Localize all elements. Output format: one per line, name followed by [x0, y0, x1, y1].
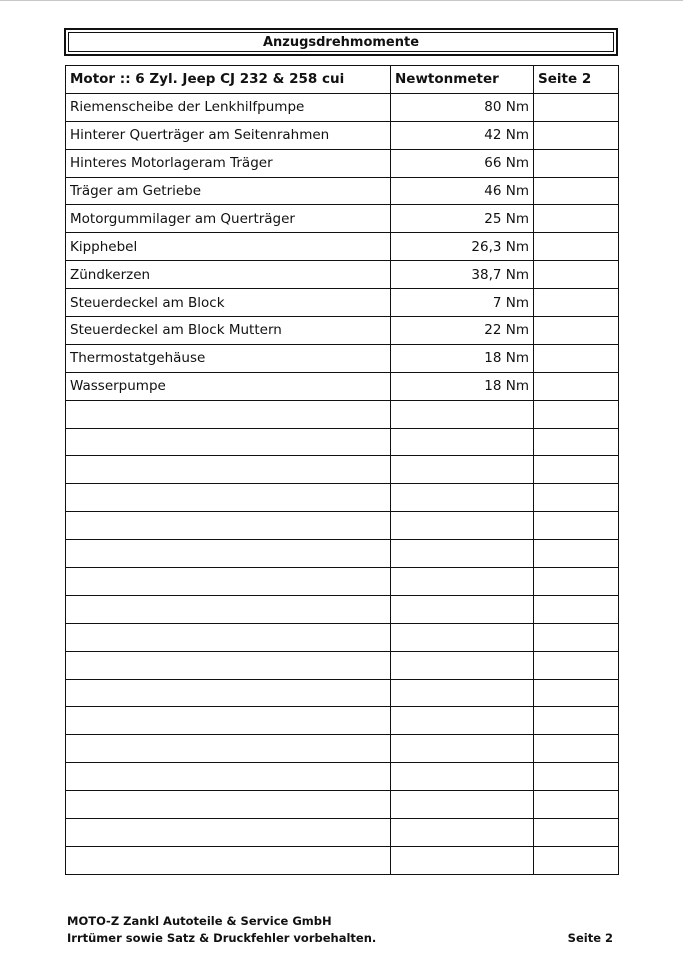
part-cell: Thermostatgehäuse — [66, 344, 391, 372]
table-row — [66, 289, 619, 317]
part-cell — [66, 735, 391, 763]
part-cell: Motorgummilager am Querträger — [66, 205, 391, 233]
table-row — [66, 428, 619, 456]
table-row — [66, 512, 619, 540]
table-row — [66, 484, 619, 512]
note-cell — [534, 819, 619, 847]
table-row — [66, 400, 619, 428]
table-row — [66, 205, 619, 233]
note-cell — [534, 540, 619, 568]
part-cell — [66, 456, 391, 484]
page-title: Anzugsdrehmomente — [68, 32, 614, 52]
torque-cell — [391, 679, 534, 707]
part-cell — [66, 791, 391, 819]
torque-cell — [391, 568, 534, 596]
footer-page-number: Seite 2 — [567, 931, 613, 945]
table-row — [66, 149, 619, 177]
note-cell — [534, 400, 619, 428]
note-cell — [534, 233, 619, 261]
header-page: Seite 2 — [534, 66, 619, 94]
table-row — [66, 177, 619, 205]
note-cell — [534, 623, 619, 651]
part-cell — [66, 651, 391, 679]
note-cell — [534, 595, 619, 623]
part-cell — [66, 595, 391, 623]
torque-cell: 7 Nm — [391, 289, 534, 317]
table-header-row — [66, 66, 619, 94]
part-cell — [66, 679, 391, 707]
table-row — [66, 623, 619, 651]
note-cell — [534, 317, 619, 345]
table-row — [66, 540, 619, 568]
table-row — [66, 707, 619, 735]
torque-cell: 26,3 Nm — [391, 233, 534, 261]
part-cell — [66, 512, 391, 540]
table-row — [66, 317, 619, 345]
part-cell — [66, 846, 391, 874]
torque-cell — [391, 735, 534, 763]
note-cell — [534, 261, 619, 289]
torque-table — [65, 65, 619, 875]
part-cell: Riemenscheibe der Lenkhilfpumpe — [66, 93, 391, 121]
header-unit: Newtonmeter — [391, 66, 534, 94]
torque-cell — [391, 791, 534, 819]
footer-disclaimer: Irrtümer sowie Satz & Druckfehler vorbehalten. — [67, 931, 377, 945]
note-cell — [534, 568, 619, 596]
note-cell — [534, 456, 619, 484]
note-cell — [534, 846, 619, 874]
torque-cell — [391, 400, 534, 428]
torque-cell: 66 Nm — [391, 149, 534, 177]
top-divider — [0, 0, 683, 1]
part-cell — [66, 623, 391, 651]
torque-cell — [391, 819, 534, 847]
table-row — [66, 568, 619, 596]
table-row — [66, 763, 619, 791]
torque-cell: 80 Nm — [391, 93, 534, 121]
note-cell — [534, 121, 619, 149]
note-cell — [534, 651, 619, 679]
torque-cell: 18 Nm — [391, 372, 534, 400]
table-row — [66, 261, 619, 289]
torque-cell: 25 Nm — [391, 205, 534, 233]
torque-cell — [391, 623, 534, 651]
note-cell — [534, 177, 619, 205]
torque-cell — [391, 540, 534, 568]
note-cell — [534, 484, 619, 512]
table-row — [66, 456, 619, 484]
torque-cell — [391, 595, 534, 623]
torque-cell — [391, 428, 534, 456]
part-cell: Wasserpumpe — [66, 372, 391, 400]
torque-cell: 22 Nm — [391, 317, 534, 345]
table-row — [66, 679, 619, 707]
note-cell — [534, 512, 619, 540]
part-cell — [66, 400, 391, 428]
note-cell — [534, 205, 619, 233]
note-cell — [534, 149, 619, 177]
torque-cell — [391, 707, 534, 735]
torque-cell: 46 Nm — [391, 177, 534, 205]
table-row — [66, 651, 619, 679]
part-cell: Träger am Getriebe — [66, 177, 391, 205]
part-cell — [66, 428, 391, 456]
note-cell — [534, 372, 619, 400]
table-row — [66, 791, 619, 819]
note-cell — [534, 679, 619, 707]
header-motor: Motor :: 6 Zyl. Jeep CJ 232 & 258 cui — [66, 66, 391, 94]
part-cell: Zündkerzen — [66, 261, 391, 289]
torque-cell — [391, 846, 534, 874]
part-cell — [66, 540, 391, 568]
part-cell: Hinteres Motorlageram Träger — [66, 149, 391, 177]
torque-cell — [391, 456, 534, 484]
torque-cell — [391, 651, 534, 679]
note-cell — [534, 428, 619, 456]
note-cell — [534, 93, 619, 121]
note-cell — [534, 791, 619, 819]
torque-cell — [391, 484, 534, 512]
part-cell — [66, 707, 391, 735]
part-cell — [66, 568, 391, 596]
table-row — [66, 121, 619, 149]
table-row — [66, 735, 619, 763]
note-cell — [534, 707, 619, 735]
note-cell — [534, 289, 619, 317]
table-row — [66, 846, 619, 874]
torque-cell: 18 Nm — [391, 344, 534, 372]
torque-cell: 38,7 Nm — [391, 261, 534, 289]
part-cell — [66, 484, 391, 512]
torque-cell — [391, 512, 534, 540]
torque-cell — [391, 763, 534, 791]
part-cell: Steuerdeckel am Block — [66, 289, 391, 317]
table-row — [66, 819, 619, 847]
table-row — [66, 595, 619, 623]
part-cell — [66, 763, 391, 791]
table-row — [66, 93, 619, 121]
title-frame — [64, 28, 618, 56]
part-cell — [66, 819, 391, 847]
part-cell: Steuerdeckel am Block Muttern — [66, 317, 391, 345]
note-cell — [534, 763, 619, 791]
note-cell — [534, 344, 619, 372]
part-cell: Kipphebel — [66, 233, 391, 261]
footer — [67, 913, 613, 947]
table-row — [66, 372, 619, 400]
torque-cell: 42 Nm — [391, 121, 534, 149]
part-cell: Hinterer Querträger am Seitenrahmen — [66, 121, 391, 149]
footer-company: MOTO-Z Zankl Autoteile & Service GmbH — [67, 914, 332, 928]
table-row — [66, 233, 619, 261]
table-row — [66, 344, 619, 372]
note-cell — [534, 735, 619, 763]
